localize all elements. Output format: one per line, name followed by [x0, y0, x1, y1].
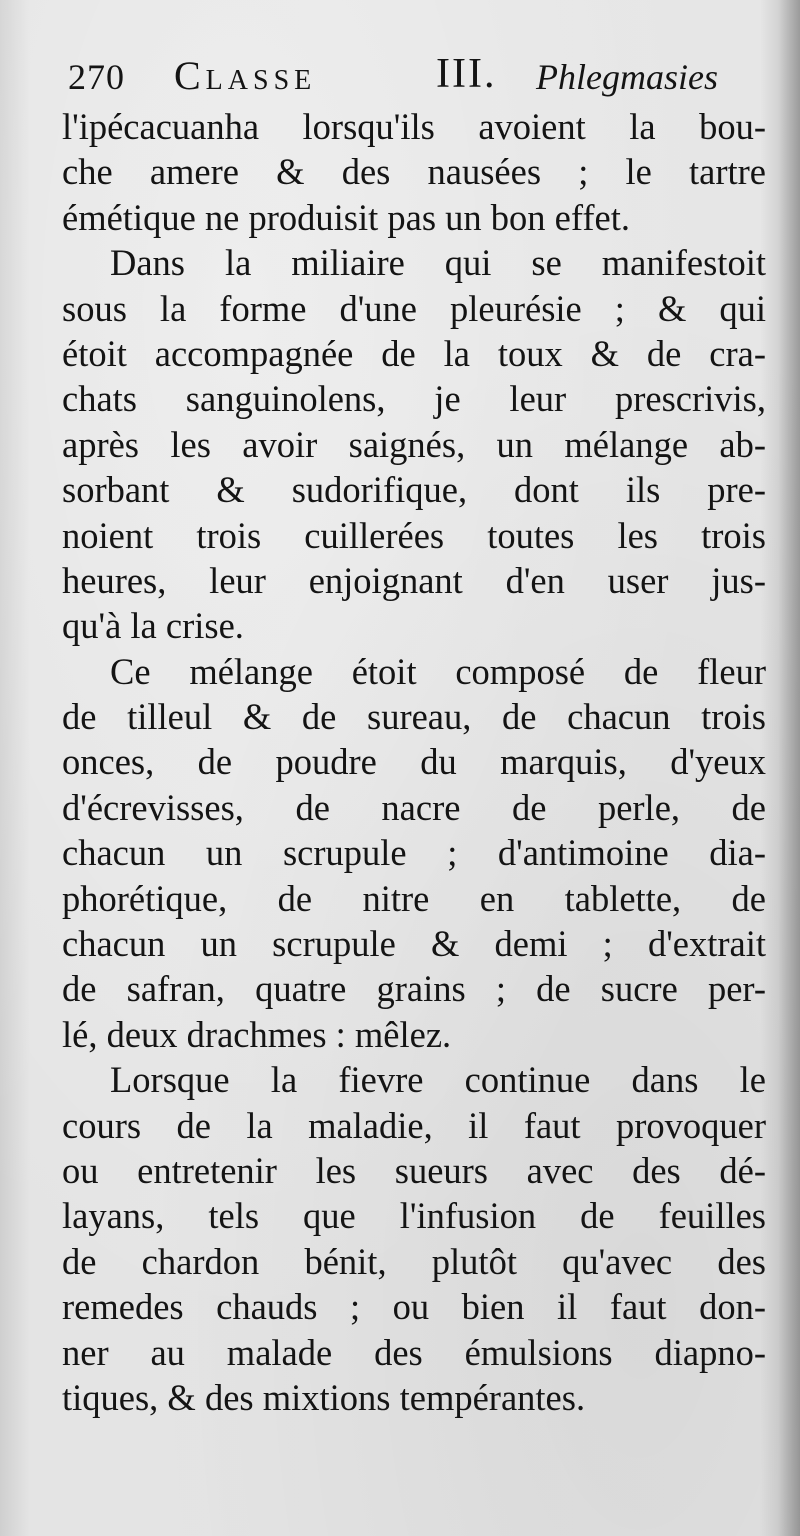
text-line: onces, de poudre du marquis, d'yeux: [62, 741, 766, 783]
text-line: sorbant & sudorifique, dont ils pre-: [62, 469, 766, 511]
text-line: heures, leur enjoignant d'en user jus-: [62, 559, 766, 601]
class-label: Classe: [174, 53, 317, 98]
text-line: phorétique, de nitre en tablette, de: [62, 877, 766, 919]
text-line: sous la forme d'une pleurésie ; & qui: [62, 287, 766, 329]
text-line: Lorsque la fievre continue dans le: [110, 1059, 766, 1101]
body-text: [62, 104, 766, 1420]
page-number: 270: [68, 57, 125, 97]
text-line: chacun un scrupule & demi ; d'extrait: [62, 923, 766, 965]
text-line: noient trois cuillerées toutes les trois: [62, 514, 766, 556]
text-line: chats sanguinolens, je leur prescrivis,: [62, 378, 766, 420]
text-line: qu'à la crise.: [62, 605, 244, 647]
text-line: layans, tels que l'infusion de feuilles: [62, 1195, 766, 1237]
text-line: ou entretenir les sueurs avec des dé-: [62, 1149, 766, 1191]
text-line: tiques, & des mixtions tempérantes.: [62, 1376, 586, 1418]
text-line: d'écrevisses, de nacre de perle, de: [62, 786, 766, 828]
text-line: lé, deux drachmes : mêlez.: [62, 1013, 452, 1055]
text-line: Dans la miliaire qui se manifestoit: [110, 242, 766, 284]
running-header: [68, 48, 768, 104]
text-line: chacun un scrupule ; d'antimoine dia-: [62, 832, 766, 874]
page-gutter-shadow: [778, 0, 800, 1536]
running-title: Phlegmasies: [536, 57, 718, 97]
text-line: après les avoir saignés, un mélange ab-: [62, 423, 766, 465]
text-line: ner au malade des émulsions diapno-: [62, 1331, 766, 1373]
class-number: III.: [436, 51, 497, 97]
text-line: de safran, quatre grains ; de sucre per-: [62, 968, 766, 1010]
text-line: Ce mélange étoit composé de fleur: [110, 650, 766, 692]
text-line: étoit accompagnée de la toux & de cra-: [62, 332, 766, 374]
text-line: de tilleul & de sureau, de chacun trois: [62, 696, 766, 738]
text-line: émétique ne produisit pas un bon effet.: [62, 196, 630, 238]
text-line: de chardon bénit, plutôt qu'avec des: [62, 1240, 766, 1282]
text-line: che amere & des nausées ; le tartre: [62, 151, 766, 193]
text-line: cours de la maladie, il faut provoquer: [62, 1104, 766, 1146]
text-line: l'ipécacuanha lorsqu'ils avoient la bou-: [62, 106, 766, 147]
text-line: remedes chauds ; ou bien il faut don-: [62, 1286, 766, 1328]
